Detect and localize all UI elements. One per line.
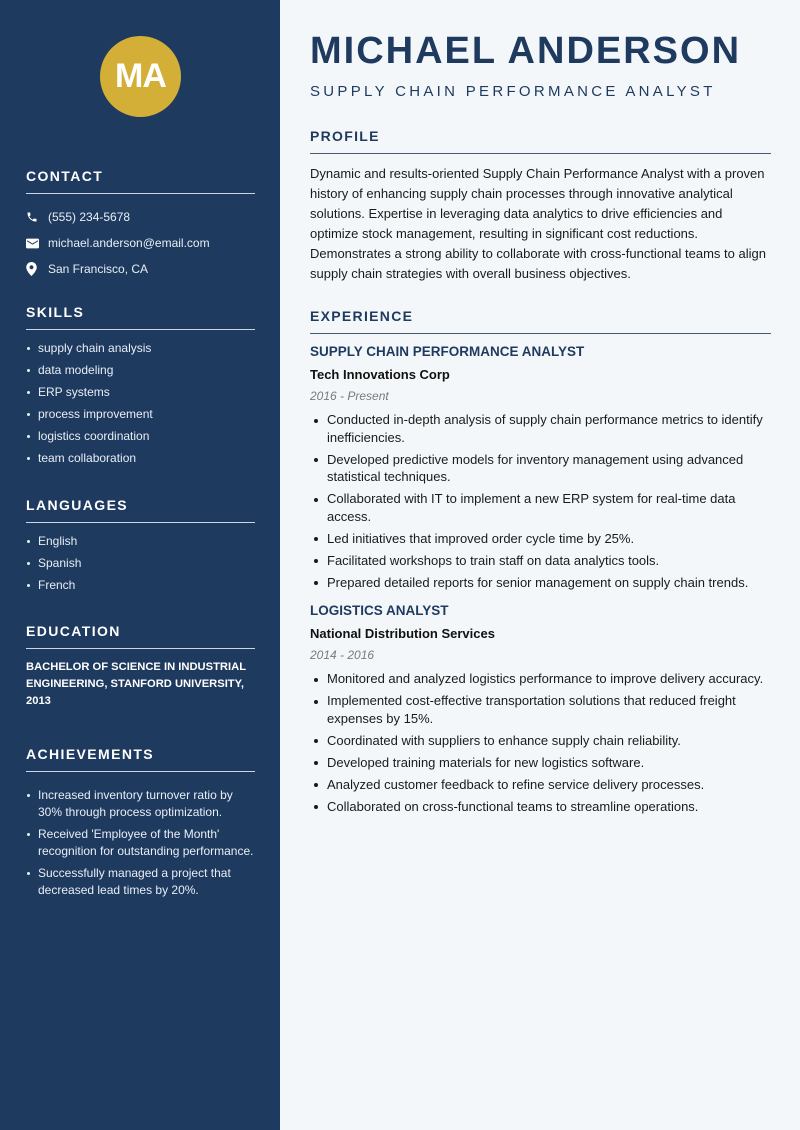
skill-item: process improvement [26, 406, 255, 423]
job-dates: 2016 - Present [310, 389, 389, 403]
achievements-heading: ACHIEVEMENTS [26, 746, 255, 772]
email-icon [26, 238, 48, 249]
sidebar [0, 0, 280, 1130]
skill-item: data modeling [26, 362, 255, 379]
job-company: Tech Innovations Corp [310, 367, 450, 382]
contact-email [26, 230, 255, 256]
email-text[interactable]: michael.anderson@email.com [48, 236, 210, 250]
achievement-item: Received 'Employee of the Month' recognition for outstanding performance. [26, 826, 255, 860]
achievements-section [26, 746, 255, 904]
avatar: MA [100, 36, 181, 117]
candidate-name: MICHAEL ANDERSON [310, 30, 742, 72]
job-bullet: Conducted in-depth analysis of supply chain performance metrics to identify inefficiencies. [310, 411, 771, 446]
job-bullet: Implemented cost-effective transportation solutions that reduced freight expenses by 15%. [310, 692, 771, 727]
languages-section [26, 497, 255, 599]
job-bullet: Monitored and analyzed logistics performance to improve delivery accuracy. [310, 670, 771, 688]
skills-section [26, 304, 255, 472]
achievements-list [26, 787, 255, 899]
job-entry [310, 344, 771, 591]
achievement-item: Successfully managed a project that decreased lead times by 20%. [26, 865, 255, 899]
profile-summary: Dynamic and results-oriented Supply Chain Performance Analyst with a proven history of enhancing supply chain processes through innovative analytical solutions. Expertise in leveraging data analytics to drive efficiencies and optimize stock management, resulting in significant cost reductions. Demonstrates a strong ability to collaborate with cross-functional teams to align supply chain strategies with overall business objectives. [310, 166, 766, 281]
skills-list [26, 340, 255, 467]
job-bullets [310, 670, 771, 815]
location-text: San Francisco, CA [48, 262, 149, 276]
skills-heading: SKILLS [26, 304, 255, 330]
job-bullet: Led initiatives that improved order cycle time by 25%. [310, 530, 771, 548]
language-item: Spanish [26, 555, 255, 572]
job-bullet: Collaborated with IT to implement a new ERP system for real-time data access. [310, 490, 771, 525]
experience-section [310, 308, 771, 820]
languages-list [26, 533, 255, 594]
contact-section [26, 168, 255, 282]
job-company: National Distribution Services [310, 626, 495, 641]
candidate-role: SUPPLY CHAIN PERFORMANCE ANALYST [310, 83, 716, 100]
languages-heading: LANGUAGES [26, 497, 255, 523]
education-degree: BACHELOR OF SCIENCE IN INDUSTRIAL ENGINEERING, STANFORD UNIVERSITY, 2013 [26, 661, 246, 707]
skill-item: team collaboration [26, 450, 255, 467]
location-icon [26, 262, 48, 276]
phone-icon [26, 211, 48, 223]
language-item: English [26, 533, 255, 550]
job-bullet: Developed training materials for new logistics software. [310, 754, 771, 772]
job-title: LOGISTICS ANALYST [310, 603, 449, 618]
language-item: French [26, 577, 255, 594]
skill-item: logistics coordination [26, 428, 255, 445]
profile-section [310, 128, 771, 284]
contact-phone [26, 204, 255, 230]
achievement-item: Increased inventory turnover ratio by 30% through process optimization. [26, 787, 255, 821]
job-bullet: Developed predictive models for inventory management using advanced statistical techniques. [310, 451, 771, 486]
job-title: SUPPLY CHAIN PERFORMANCE ANALYST [310, 344, 585, 359]
contact-heading: CONTACT [26, 168, 255, 194]
job-bullet: Prepared detailed reports for senior management on supply chain trends. [310, 574, 771, 592]
profile-heading: PROFILE [310, 128, 771, 154]
contact-location [26, 256, 255, 282]
skill-item: supply chain analysis [26, 340, 255, 357]
job-bullet: Collaborated on cross-functional teams to streamline operations. [310, 798, 771, 816]
phone-text[interactable]: (555) 234-5678 [48, 210, 131, 224]
skill-item: ERP systems [26, 384, 255, 401]
experience-heading: EXPERIENCE [310, 308, 771, 334]
job-bullet: Coordinated with suppliers to enhance supply chain reliability. [310, 732, 771, 750]
job-entry [310, 603, 771, 815]
education-section [26, 623, 255, 710]
education-heading: EDUCATION [26, 623, 255, 649]
job-dates: 2014 - 2016 [310, 648, 375, 662]
job-bullets [310, 411, 771, 591]
job-bullet: Facilitated workshops to train staff on data analytics tools. [310, 552, 771, 570]
job-bullet: Analyzed customer feedback to refine service delivery processes. [310, 776, 771, 794]
